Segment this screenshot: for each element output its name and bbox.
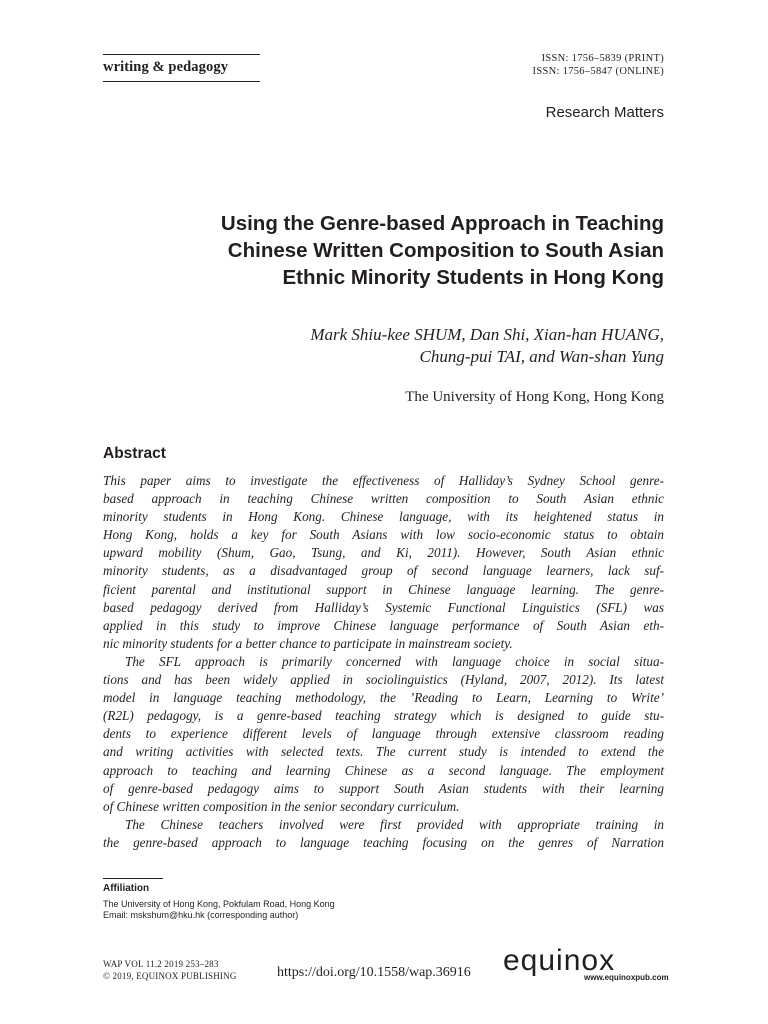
author-list (104, 324, 664, 368)
footnote-rule (103, 878, 163, 879)
abstract-line: applied in this study to improve Chinese language performance of South Asian eth- (103, 617, 664, 633)
abstract-line: tions and has been widely applied in sociolinguistics (Hyland, 2007, 2012). Its latest (103, 672, 664, 688)
abstract-line: The SFL approach is primarily concerned with language choice in social situa- (125, 653, 664, 669)
doi-link[interactable]: https://doi.org/10.1558/wap.36916 (277, 965, 471, 980)
affiliation-heading: Affiliation (103, 883, 150, 894)
issn-online: ISSN: 1756–5847 (ONLINE) (532, 66, 664, 77)
title-line: Ethnic Minority Students in Hong Kong (282, 266, 664, 289)
title-line: Chinese Written Composition to South Asian (227, 239, 664, 262)
abstract-line: dents to experience different levels of language through extensive classroom reading (103, 726, 664, 742)
abstract-line: This paper aims to investigate the effectiveness of Halliday’s Sydney School genre- (103, 473, 664, 488)
affiliation-details (103, 899, 335, 921)
publisher-url[interactable]: www.equinoxpub.com (584, 973, 669, 982)
citation-volume: WAP VOL 11.2 2019 253–283 (103, 959, 219, 969)
abstract-heading: Abstract (103, 445, 166, 462)
abstract-line: ficient parental and institutional support in Chinese language learning. The genre- (103, 581, 664, 597)
affiliation-email: Email: mskshum@hku.hk (corresponding author) (103, 910, 299, 920)
abstract-line: approach to teaching and learning Chinese as a second language. The employment (103, 762, 664, 778)
section-label: Research Matters (545, 104, 664, 121)
abstract-line: based pedagogy derived from Halliday’s Systemic Functional Linguistics (SFL) was (103, 599, 664, 615)
journal-name: writing & pedagogy (103, 54, 260, 82)
issn-print: ISSN: 1756–5839 (PRINT) (541, 53, 664, 64)
affiliation-address: The University of Hong Kong, Pokfulam Road, Hong Kong (103, 899, 335, 909)
abstract-line: and writing activities with selected texts. The current study is intended to extend the (103, 744, 664, 760)
abstract-line: model in language teaching methodology, the ’Reading to Learn, Learning to Write’ (103, 690, 664, 706)
abstract-line: the genre-based approach to language teaching focusing on the genres of Narration (103, 834, 664, 850)
abstract-line: (R2L) pedagogy, is a genre-based teaching strategy which is designed to guide stu- (103, 708, 664, 724)
citation-info (103, 958, 237, 982)
abstract-line: Hong Kong, holds a key for South Asians with low socio-economic status to obtain (103, 527, 664, 543)
citation-copyright: © 2019, EQUINOX PUBLISHING (103, 971, 237, 981)
abstract-line: based approach in teaching Chinese written composition to South Asian ethnic (103, 491, 664, 507)
abstract-line: minority students in Hong Kong. Chinese language, with its heightened status in (103, 509, 664, 525)
abstract-line: nic minority students for a better chance to participate in mainstream society. (103, 635, 513, 651)
abstract-line: upward mobility (Shum, Gao, Tsung, and Ki, 2011). However, South Asian ethnic (103, 545, 664, 561)
logo-wordmark: equinox (503, 944, 616, 977)
abstract-line: of genre-based pedagogy aims to support South Asian students with their learning (103, 780, 664, 796)
article-title (104, 210, 664, 291)
title-line: Using the Genre-based Approach in Teaching (220, 212, 664, 235)
issn-block (533, 52, 664, 78)
author-line: Chung-pui TAI, and Wan-shan Yung (419, 347, 664, 366)
abstract-line: The Chinese teachers involved were first provided with appropriate training in (125, 816, 664, 832)
abstract-body (103, 472, 664, 852)
abstract-line: minority students, as a disadvantaged group of second language learners, lack suf- (103, 563, 664, 579)
author-line: Mark Shiu-kee SHUM, Dan Shi, Xian-han HUANG, (310, 325, 664, 344)
institution: The University of Hong Kong, Hong Kong (405, 389, 664, 405)
abstract-line: of Chinese written composition in the senior secondary curriculum. (103, 798, 460, 814)
